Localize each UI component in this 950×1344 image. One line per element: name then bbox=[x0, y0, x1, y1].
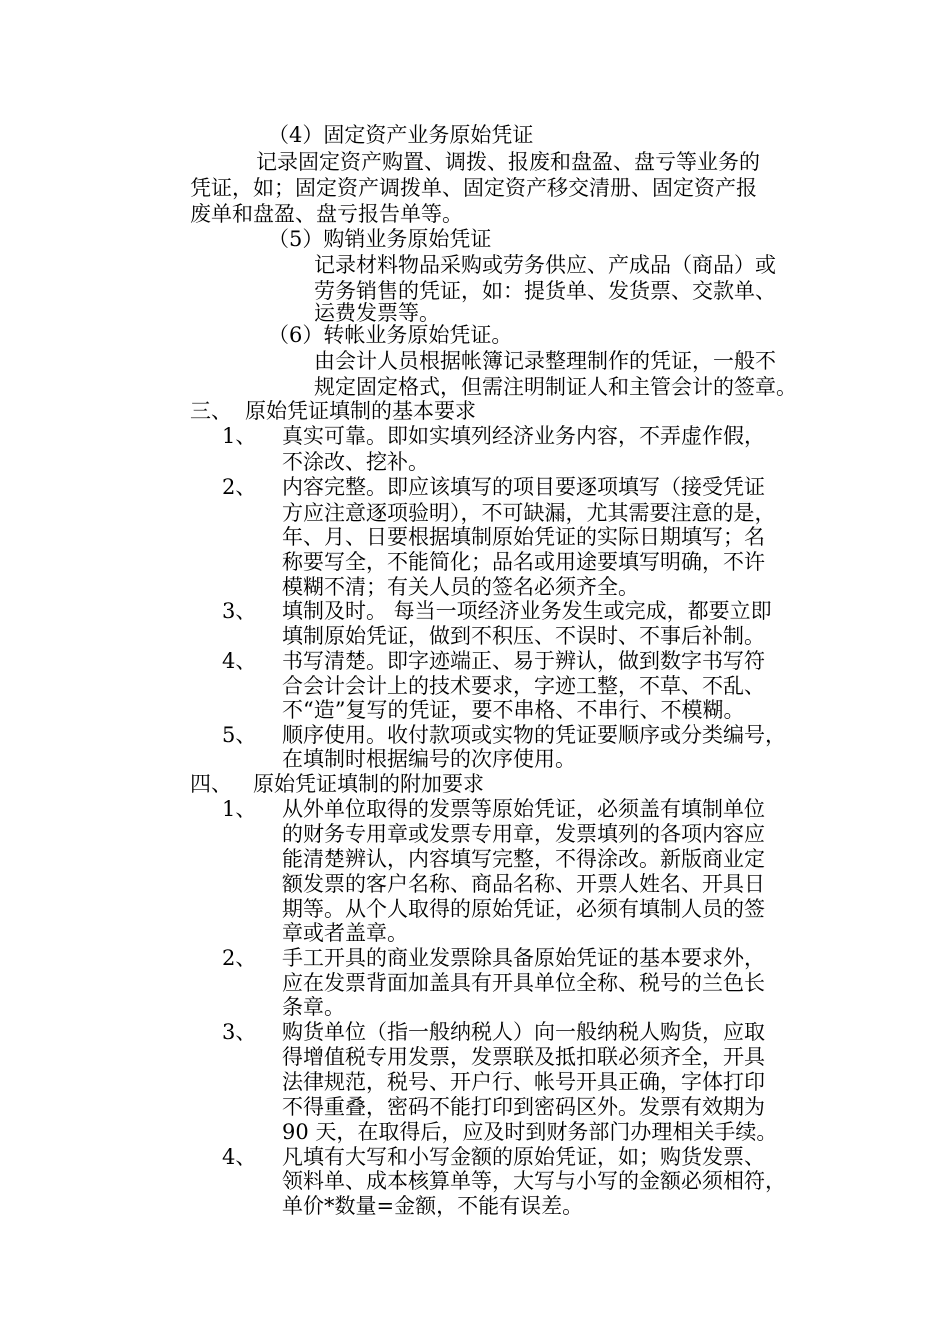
list-item-line: 凡填有大写和小写金额的原始凭证，如；购货发票、 bbox=[282, 1145, 765, 1169]
list-item-number: 4、 bbox=[222, 649, 257, 673]
list-item-line: 顺序使用。收付款项或实物的凭证要顺序或分类编号， bbox=[282, 723, 786, 747]
section-title: 原始凭证填制的附加要求 bbox=[253, 772, 484, 796]
list-item-line: 书写清楚。即字迹端正、易于辨认，做到数字书写符 bbox=[282, 649, 765, 673]
section-number: 三、 bbox=[190, 399, 232, 423]
list-item-number: 4、 bbox=[222, 1145, 257, 1169]
list-item-number: 1、 bbox=[222, 797, 257, 821]
list-item-line: 得增值税专用发票，发票联及抵扣联必须齐全，开具 bbox=[282, 1045, 765, 1069]
list-item-line: 真实可靠。即如实填列经济业务内容，不弄虚作假， bbox=[282, 424, 765, 448]
list-item-line: 期等。从个人取得的原始凭证，必须有填制人员的签 bbox=[282, 897, 765, 921]
list-item-line: 方应注意逐项验明），不可缺漏，尤其需要注意的是， bbox=[282, 501, 776, 525]
list-item-number: 2、 bbox=[222, 946, 257, 970]
list-item-line: 不得重叠，密码不能打印到密码区外。发票有效期为 bbox=[282, 1095, 765, 1119]
paragraph-line: 废单和盘盈、盘亏报告单等。 bbox=[190, 202, 463, 226]
list-item-number: 5、 bbox=[222, 723, 257, 747]
paragraph-line: 劳务销售的凭证，如：提货单、发货票、交款单、 bbox=[314, 279, 776, 303]
list-item-line: 手工开具的商业发票除具备原始凭证的基本要求外， bbox=[282, 946, 765, 970]
list-item-line: 章或者盖章。 bbox=[282, 921, 408, 945]
list-item-line: 填制原始凭证，做到不积压、不误时、不事后补制。 bbox=[282, 624, 765, 648]
list-item-line: 不“造”复写的凭证，要不串格、不串行、不模糊。 bbox=[282, 698, 745, 722]
list-item-line: 领料单、成本核算单等，大写与小写的金额必须相符， bbox=[282, 1169, 786, 1193]
paragraph-line: 运费发票等。 bbox=[314, 301, 440, 325]
list-item-line: 购货单位（指一般纳税人）向一般纳税人购货，应取 bbox=[282, 1020, 765, 1044]
list-item-line: 能清楚辨认，内容填写完整，不得涂改。新版商业定 bbox=[282, 847, 765, 871]
list-item-line: 合会计会计上的技术要求，字迹工整，不草、不乱、 bbox=[282, 674, 765, 698]
paragraph-line: 规定固定格式，但需注明制证人和主管会计的签章。 bbox=[314, 375, 797, 399]
paragraph-line: 凭证，如；固定资产调拨单、固定资产移交清册、固定资产报 bbox=[190, 176, 757, 200]
list-item-line: 不涂改、挖补。 bbox=[282, 450, 429, 474]
list-item-line: 称要写全，不能简化；品名或用途要填写明确，不许 bbox=[282, 550, 765, 574]
subsection-heading-6: （6）转帐业务原始凭证。 bbox=[268, 323, 513, 347]
list-item-number: 2、 bbox=[222, 475, 257, 499]
list-item-number: 3、 bbox=[222, 1020, 257, 1044]
list-item-line: 应在发票背面加盖具有开具单位全称、税号的兰色长 bbox=[282, 971, 765, 995]
list-item-line: 填制及时。 每当一项经济业务发生或完成，都要立即 bbox=[282, 599, 772, 623]
list-item-line: 的财务专用章或发票专用章，发票填列的各项内容应 bbox=[282, 822, 765, 846]
subsection-heading-5: （5）购销业务原始凭证 bbox=[268, 227, 492, 251]
list-item-line: 法律规范，税号、开户行、帐号开具正确，字体打印 bbox=[282, 1070, 765, 1094]
list-item-line: 模糊不清；有关人员的签名必须齐全。 bbox=[282, 575, 639, 599]
paragraph-line: 由会计人员根据帐簿记录整理制作的凭证，一般不 bbox=[314, 349, 776, 373]
list-item-line: 在填制时根据编号的次序使用。 bbox=[282, 747, 576, 771]
list-item-line: 90 天，在取得后，应及时到财务部门办理相关手续。 bbox=[282, 1120, 778, 1144]
paragraph-line: 记录材料物品采购或劳务供应、产成品（商品）或 bbox=[314, 253, 776, 277]
list-item-line: 单价*数量=金额，不能有误差。 bbox=[282, 1194, 584, 1218]
list-item-number: 1、 bbox=[222, 424, 257, 448]
list-item-number: 3、 bbox=[222, 599, 257, 623]
subsection-heading-4: （4）固定资产业务原始凭证 bbox=[268, 123, 534, 147]
section-title: 原始凭证填制的基本要求 bbox=[245, 399, 476, 423]
list-item-line: 从外单位取得的发票等原始凭证，必须盖有填制单位 bbox=[282, 797, 765, 821]
list-item-line: 内容完整。即应该填写的项目要逐项填写（接受凭证 bbox=[282, 475, 765, 499]
list-item-line: 条章。 bbox=[282, 995, 345, 1019]
paragraph-line: 记录固定资产购置、调拨、报废和盘盈、盘亏等业务的 bbox=[256, 150, 760, 174]
list-item-line: 额发票的客户名称、商品名称、开票人姓名、开具日 bbox=[282, 872, 765, 896]
list-item-line: 年、月、日要根据填制原始凭证的实际日期填写；名 bbox=[282, 525, 765, 549]
section-number: 四、 bbox=[190, 772, 232, 796]
